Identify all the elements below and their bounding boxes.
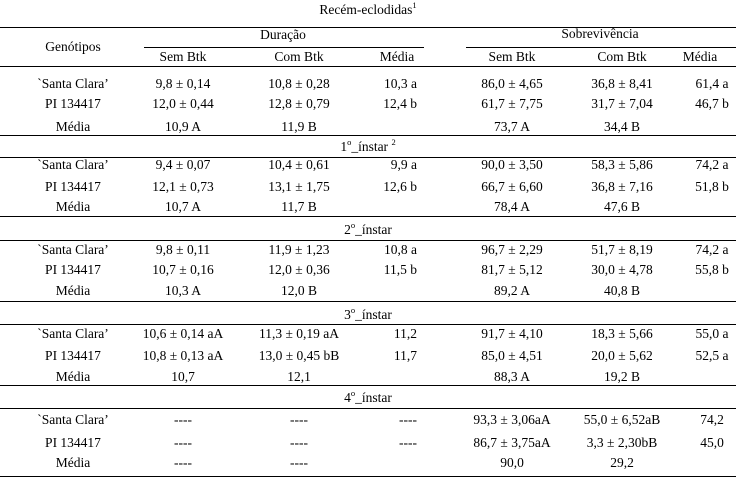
subcolumn-header: Média bbox=[379, 49, 415, 64]
table-cell: 74,2 a bbox=[695, 157, 729, 172]
subcolumn-header: Sem Btk bbox=[159, 49, 207, 64]
table-cell: 11,2 bbox=[393, 326, 417, 341]
table-cell: 36,8 ± 8,41 bbox=[591, 76, 653, 91]
instar-heading: 1$^o$_ínstar $^2$ bbox=[340, 137, 396, 154]
table-cell: 10,8 ± 0,28 bbox=[268, 76, 330, 91]
table-cell: 12,0 ± 0,44 bbox=[152, 96, 214, 111]
table-cell: 96,7 ± 2,29 bbox=[481, 242, 543, 257]
table-cell: 11,9 B bbox=[281, 119, 317, 134]
table-cell: 40,8 B bbox=[603, 283, 641, 298]
table-cell: 30,0 ± 4,78 bbox=[591, 262, 653, 277]
table-cell: 46,7 b bbox=[695, 96, 729, 111]
table-cell: 74,2 bbox=[700, 412, 724, 427]
table-cell: 85,0 ± 4,51 bbox=[481, 348, 543, 363]
table-cell: 36,8 ± 7,16 bbox=[591, 179, 653, 194]
genotype-label: PI 134417 bbox=[45, 348, 101, 363]
genotype-label: `Santa Clara’ bbox=[37, 326, 109, 341]
table-cell: 10,8 a bbox=[384, 242, 417, 257]
table-cell: 61,7 ± 7,75 bbox=[481, 96, 543, 111]
header-rule bbox=[466, 47, 736, 48]
table-cell: 86,0 ± 4,65 bbox=[481, 76, 543, 91]
table-cell: 93,3 ± 3,06aA bbox=[473, 412, 551, 427]
table-cell: 29,2 bbox=[610, 455, 634, 470]
table-cell: 19,2 B bbox=[603, 369, 641, 384]
subcolumn-header: Sem Btk bbox=[488, 49, 536, 64]
table-cell: 3,3 ± 2,30bB bbox=[586, 435, 658, 450]
table-cell: ---- bbox=[399, 412, 417, 427]
table-cell: 11,9 ± 1,23 bbox=[268, 242, 330, 257]
table-cell: 89,2 A bbox=[493, 283, 531, 298]
column-header-sobrevivencia: Sobrevivência bbox=[561, 26, 639, 41]
genotype-label: Média bbox=[55, 119, 91, 134]
table-cell: 12,4 b bbox=[383, 96, 417, 111]
table-cell: 10,4 ± 0,61 bbox=[268, 157, 330, 172]
column-header-genotipos: Genótipos bbox=[45, 39, 101, 54]
table-cell: 10,7 bbox=[171, 369, 195, 384]
section-rule bbox=[0, 216, 736, 217]
table-cell: 9,9 a bbox=[390, 157, 417, 172]
table-cell: 91,7 ± 4,10 bbox=[481, 326, 543, 341]
table-cell: 55,0 a bbox=[695, 326, 729, 341]
table-cell: 10,3 A bbox=[164, 283, 202, 298]
table-cell: 9,8 ± 0,14 bbox=[155, 76, 211, 91]
table-cell: 78,4 A bbox=[493, 199, 531, 214]
table-cell: 12,0 ± 0,36 bbox=[268, 262, 330, 277]
section-rule bbox=[0, 385, 736, 386]
table-cell: 12,6 b bbox=[383, 179, 417, 194]
table-cell: 55,0 ± 6,52aB bbox=[583, 412, 661, 427]
table-cell: 9,8 ± 0,11 bbox=[155, 242, 211, 257]
table-cell: 10,7 ± 0,16 bbox=[152, 262, 214, 277]
table-cell: 55,8 b bbox=[695, 262, 729, 277]
table-cell: 12,1 bbox=[287, 369, 311, 384]
table-cell: 45,0 bbox=[700, 435, 724, 450]
header-rule bbox=[144, 47, 424, 48]
section-rule bbox=[0, 408, 736, 409]
table-cell: 13,1 ± 1,75 bbox=[268, 179, 330, 194]
table-cell: 90,0 bbox=[500, 455, 524, 470]
instar-heading: 3$^o$_ínstar bbox=[344, 305, 392, 322]
table-cell: 88,3 A bbox=[493, 369, 531, 384]
table-cell: 10,9 A bbox=[164, 119, 202, 134]
section-rule bbox=[0, 240, 736, 241]
table-cell: 11,5 b bbox=[383, 262, 417, 277]
table-cell: 51,7 ± 8,19 bbox=[591, 242, 653, 257]
table-cell: 10,3 a bbox=[384, 76, 417, 91]
genotype-label: `Santa Clara’ bbox=[37, 242, 109, 257]
genotype-label: Média bbox=[55, 199, 91, 214]
table-cell: ---- bbox=[174, 412, 192, 427]
table-cell: ---- bbox=[174, 455, 192, 470]
section-rule bbox=[0, 324, 736, 325]
genotype-label: `Santa Clara’ bbox=[37, 76, 109, 91]
table-cell: 31,7 ± 7,04 bbox=[591, 96, 653, 111]
table-cell: ---- bbox=[290, 435, 308, 450]
table-cell: ---- bbox=[174, 435, 192, 450]
table-cell: 47,6 B bbox=[603, 199, 641, 214]
table-cell: 11,7 bbox=[393, 348, 417, 363]
table-cell: 10,6 ± 0,14 aA bbox=[142, 326, 224, 341]
table-cell: 66,7 ± 6,60 bbox=[481, 179, 543, 194]
genotype-label: Média bbox=[55, 369, 91, 384]
table-cell: 90,0 ± 3,50 bbox=[481, 157, 543, 172]
table-cell: 58,3 ± 5,86 bbox=[591, 157, 653, 172]
table-cell: 34,4 B bbox=[603, 119, 641, 134]
instar-heading: 4$^o$_ínstar bbox=[344, 388, 392, 405]
table-cell: ---- bbox=[290, 455, 308, 470]
genotype-label: `Santa Clara’ bbox=[37, 157, 109, 172]
table-cell: 61,4 a bbox=[695, 76, 729, 91]
table-cell: 12,8 ± 0,79 bbox=[268, 96, 330, 111]
table-cell: ---- bbox=[290, 412, 308, 427]
genotype-label: PI 134417 bbox=[45, 435, 101, 450]
table-cell: 86,7 ± 3,75aA bbox=[473, 435, 551, 450]
column-header-duracao: Duração bbox=[260, 27, 306, 42]
subcolumn-header: Média bbox=[682, 49, 718, 64]
table-cell: 11,3 ± 0,19 aA bbox=[258, 326, 340, 341]
table-cell: 12,1 ± 0,73 bbox=[152, 179, 214, 194]
subcolumn-header: Com Btk bbox=[597, 49, 647, 64]
table-cell: 10,8 ± 0,13 aA bbox=[142, 348, 224, 363]
table-cell: 20,0 ± 5,62 bbox=[591, 348, 653, 363]
table-cell: 12,0 B bbox=[280, 283, 318, 298]
instar-heading: 2$^o$_ínstar bbox=[344, 220, 392, 237]
table-title: Recém-eclodidas$^1$ bbox=[319, 0, 417, 17]
table-cell: 74,2 a bbox=[695, 242, 729, 257]
genotype-label: `Santa Clara’ bbox=[37, 412, 109, 427]
genotype-label: Média bbox=[55, 283, 91, 298]
table-cell: 9,4 ± 0,07 bbox=[155, 157, 211, 172]
table-cell: 51,8 b bbox=[695, 179, 729, 194]
table-cell: 10,7 A bbox=[164, 199, 202, 214]
table-cell: 18,3 ± 5,66 bbox=[591, 326, 653, 341]
genotype-label: PI 134417 bbox=[45, 262, 101, 277]
table-cell: ---- bbox=[399, 435, 417, 450]
genotype-label: Média bbox=[55, 455, 91, 470]
section-rule bbox=[0, 301, 736, 302]
table-cell: 13,0 ± 0,45 bB bbox=[258, 348, 340, 363]
section-rule bbox=[0, 135, 736, 136]
genotype-label: PI 134417 bbox=[45, 179, 101, 194]
table-cell: 81,7 ± 5,12 bbox=[481, 262, 543, 277]
table-cell: 73,7 A bbox=[493, 119, 531, 134]
table-cell: 52,5 a bbox=[695, 348, 729, 363]
table-cell: 11,7 B bbox=[281, 199, 317, 214]
header-rule bbox=[0, 66, 736, 67]
genotype-label: PI 134417 bbox=[45, 96, 101, 111]
subcolumn-header: Com Btk bbox=[274, 49, 324, 64]
